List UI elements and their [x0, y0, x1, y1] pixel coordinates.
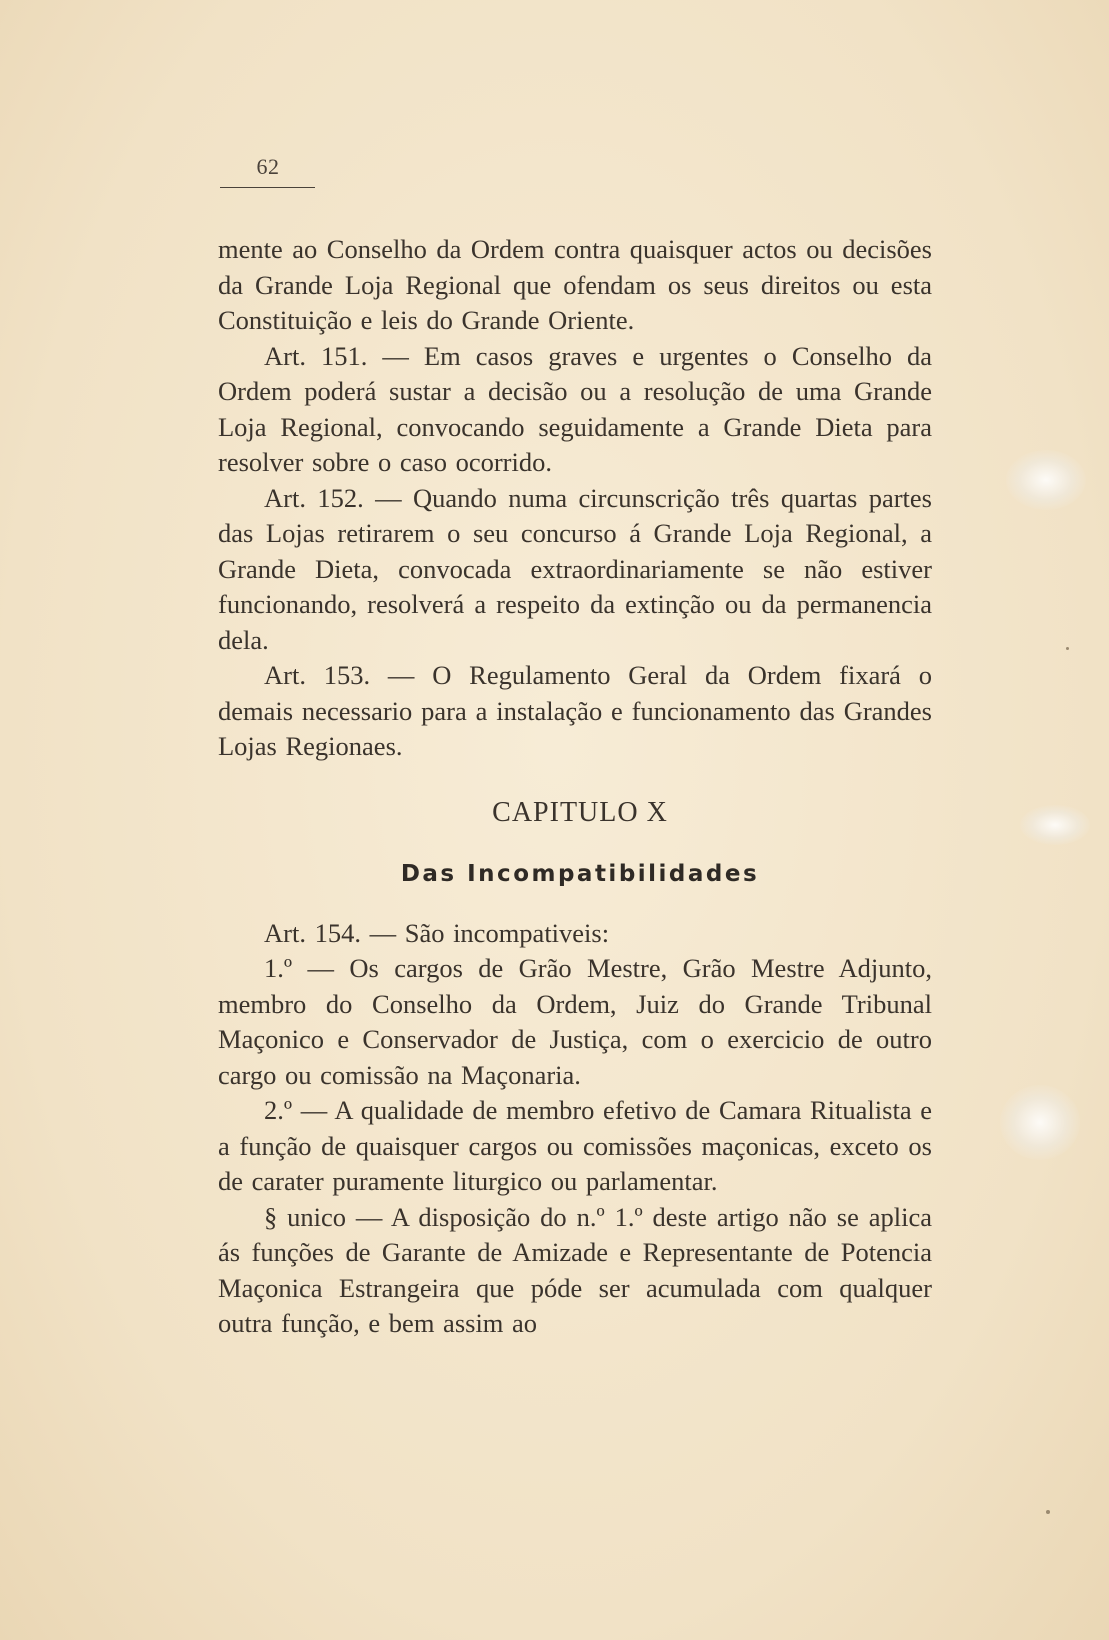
page-number-rule: [220, 187, 315, 188]
article-151: Art. 151. — Em casos graves e urgentes o Conselho da Ordem poderá sustar a decisão ou a resolução de uma Grande Loja Regional, convocando seguidamente a Grande Dieta para resolver sobre o caso ocorrido.: [218, 340, 932, 477]
paper-speck: [1046, 1510, 1050, 1514]
chapter-title: CAPITULO X: [492, 796, 668, 828]
paper-stain: [1020, 805, 1090, 845]
article-153: Art. 153. — O Regulamento Geral da Ordem fixará o demais necessario para a instalação e funcionamento das Grandes Lojas Regionaes.: [218, 660, 932, 761]
article-154-item-1: 1.º — Os cargos de Grão Mestre, Grão Mestre Adjunto, membro do Conselho da Ordem, Juiz do Grande Tribunal Maçonico e Conservador de Justiça, com o exercicio de outro cargo ou comissão na Maçonaria.: [218, 953, 932, 1090]
article-154: Art. 154. — São incompativeis:: [264, 917, 610, 948]
paper-speck: [1066, 647, 1069, 650]
article-154-item-2: 2.º — A qualidade de membro efetivo de Camara Ritualista e a função de quaisquer cargos ou comissões maçonicas, exceto os de carater puramente liturgico ou parlamentar.: [218, 1095, 932, 1196]
page-body: [218, 232, 932, 1342]
paragraph-continuation: mente ao Conselho da Ordem contra quaisquer actos ou decisões da Grande Loja Regional que ofendam os seus direitos ou esta Constituição e leis do Grande Oriente.: [218, 234, 932, 335]
page-number: 62: [256, 154, 280, 179]
paper-stain: [1006, 450, 1086, 510]
article-154-sole-paragraph: § unico — A disposição do n.º 1.º deste artigo não se aplica ás funções de Garante de Amizade e Representante de Potencia Maçonica Estrangeira que póde ser acumulada com qualquer outra função, e bem assim ao: [218, 1201, 932, 1338]
paper-stain: [1000, 1085, 1080, 1160]
article-152: Art. 152. — Quando numa circunscrição três quartas partes das Lojas retirarem o seu concurso á Grande Loja Regional, a Grande Dieta, convocada extraordinariamente se não estiver funcionando, resolverá a respeito da extinção ou da permanencia dela.: [218, 482, 932, 655]
section-title: Das Incompatibilidades: [400, 860, 760, 887]
